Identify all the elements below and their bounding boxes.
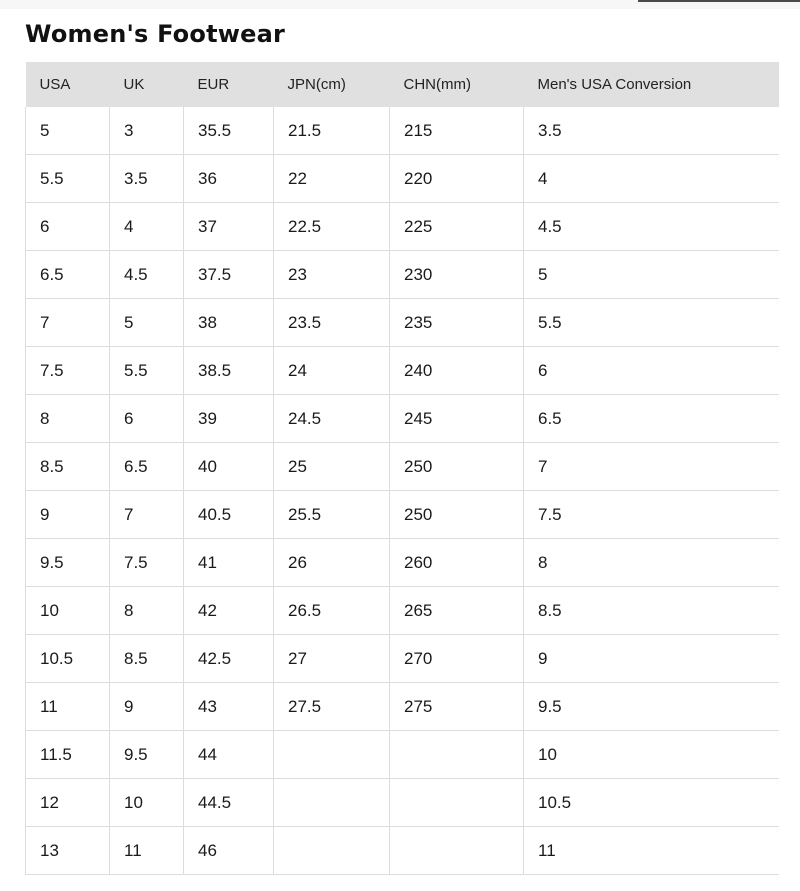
cell-uk: 4 (110, 203, 184, 251)
cell-jpn-cm: 24 (274, 347, 390, 395)
cell-chn-mm: 220 (390, 155, 524, 203)
cell-eur: 40.5 (184, 491, 274, 539)
cell-eur: 44.5 (184, 779, 274, 827)
cell-chn-mm: 260 (390, 539, 524, 587)
cell-uk: 9 (110, 683, 184, 731)
cell-uk: 5 (110, 299, 184, 347)
header-usa: USA (26, 62, 110, 107)
cell-eur: 44 (184, 731, 274, 779)
cell-uk: 6.5 (110, 443, 184, 491)
cell-chn-mm: 250 (390, 443, 524, 491)
cell-mens-usa: 4.5 (524, 203, 779, 251)
cell-jpn-cm: 26 (274, 539, 390, 587)
cell-jpn-cm: 22 (274, 155, 390, 203)
cell-mens-usa: 8.5 (524, 587, 779, 635)
table-row (26, 683, 779, 731)
table-row (26, 251, 779, 299)
cell-uk: 9.5 (110, 731, 184, 779)
cell-jpn-cm: 27 (274, 635, 390, 683)
cell-uk: 3 (110, 107, 184, 155)
cell-chn-mm: 225 (390, 203, 524, 251)
table-header-row (26, 62, 779, 107)
table-row (26, 443, 779, 491)
cell-usa: 11 (26, 683, 110, 731)
cell-uk: 7.5 (110, 539, 184, 587)
table-row (26, 731, 779, 779)
table-row (26, 587, 779, 635)
cell-jpn-cm: 21.5 (274, 107, 390, 155)
cell-mens-usa: 5.5 (524, 299, 779, 347)
cell-usa: 9.5 (26, 539, 110, 587)
cell-usa: 6 (26, 203, 110, 251)
table-row (26, 779, 779, 827)
cell-jpn-cm: 22.5 (274, 203, 390, 251)
table-row (26, 107, 779, 155)
cell-usa: 8 (26, 395, 110, 443)
cell-mens-usa: 9 (524, 635, 779, 683)
cell-eur: 38 (184, 299, 274, 347)
cell-mens-usa: 6.5 (524, 395, 779, 443)
cell-mens-usa: 7.5 (524, 491, 779, 539)
table-row (26, 155, 779, 203)
cell-usa: 6.5 (26, 251, 110, 299)
cell-eur: 43 (184, 683, 274, 731)
cell-uk: 5.5 (110, 347, 184, 395)
header-uk: UK (110, 62, 184, 107)
cell-mens-usa: 8 (524, 539, 779, 587)
cell-eur: 36 (184, 155, 274, 203)
cell-mens-usa: 3.5 (524, 107, 779, 155)
cell-uk: 4.5 (110, 251, 184, 299)
cell-jpn-cm (274, 827, 390, 875)
cell-mens-usa: 5 (524, 251, 779, 299)
header-eur: EUR (184, 62, 274, 107)
header-mens-usa-conversion: Men's USA Conversion (524, 62, 779, 107)
table-row (26, 635, 779, 683)
cell-usa: 7.5 (26, 347, 110, 395)
cell-uk: 8.5 (110, 635, 184, 683)
cell-jpn-cm (274, 731, 390, 779)
size-chart-table (25, 62, 779, 875)
cell-chn-mm: 240 (390, 347, 524, 395)
cell-uk: 8 (110, 587, 184, 635)
cell-eur: 38.5 (184, 347, 274, 395)
cell-chn-mm: 270 (390, 635, 524, 683)
cell-eur: 46 (184, 827, 274, 875)
cell-jpn-cm: 23.5 (274, 299, 390, 347)
cell-chn-mm: 245 (390, 395, 524, 443)
cell-mens-usa: 10.5 (524, 779, 779, 827)
cell-mens-usa: 4 (524, 155, 779, 203)
cell-eur: 41 (184, 539, 274, 587)
cell-jpn-cm: 24.5 (274, 395, 390, 443)
cell-chn-mm (390, 827, 524, 875)
cell-mens-usa: 11 (524, 827, 779, 875)
cell-jpn-cm: 25.5 (274, 491, 390, 539)
cell-usa: 5.5 (26, 155, 110, 203)
cell-usa: 10 (26, 587, 110, 635)
cell-chn-mm: 235 (390, 299, 524, 347)
header-jpn-cm: JPN(cm) (274, 62, 390, 107)
cell-jpn-cm: 26.5 (274, 587, 390, 635)
cell-chn-mm: 230 (390, 251, 524, 299)
table-row (26, 347, 779, 395)
page-title: Women's Footwear (25, 20, 286, 48)
cell-eur: 42.5 (184, 635, 274, 683)
table-row (26, 299, 779, 347)
cell-usa: 5 (26, 107, 110, 155)
cell-uk: 7 (110, 491, 184, 539)
cell-eur: 42 (184, 587, 274, 635)
cell-eur: 40 (184, 443, 274, 491)
cell-eur: 35.5 (184, 107, 274, 155)
cell-jpn-cm (274, 779, 390, 827)
cell-usa: 13 (26, 827, 110, 875)
cell-chn-mm: 275 (390, 683, 524, 731)
cell-mens-usa: 7 (524, 443, 779, 491)
cell-mens-usa: 6 (524, 347, 779, 395)
cell-uk: 6 (110, 395, 184, 443)
cell-jpn-cm: 25 (274, 443, 390, 491)
top-accent-line (638, 0, 800, 2)
cell-jpn-cm: 27.5 (274, 683, 390, 731)
cell-uk: 11 (110, 827, 184, 875)
cell-usa: 8.5 (26, 443, 110, 491)
cell-chn-mm: 250 (390, 491, 524, 539)
cell-mens-usa: 10 (524, 731, 779, 779)
table-row (26, 395, 779, 443)
cell-usa: 7 (26, 299, 110, 347)
cell-eur: 37.5 (184, 251, 274, 299)
cell-chn-mm (390, 731, 524, 779)
cell-jpn-cm: 23 (274, 251, 390, 299)
cell-chn-mm: 265 (390, 587, 524, 635)
cell-uk: 3.5 (110, 155, 184, 203)
cell-usa: 9 (26, 491, 110, 539)
table-row (26, 827, 779, 875)
table-row (26, 203, 779, 251)
cell-usa: 10.5 (26, 635, 110, 683)
table-body (26, 107, 779, 875)
cell-mens-usa: 9.5 (524, 683, 779, 731)
cell-chn-mm (390, 779, 524, 827)
table-row (26, 539, 779, 587)
cell-eur: 37 (184, 203, 274, 251)
header-chn-mm: CHN(mm) (390, 62, 524, 107)
cell-usa: 12 (26, 779, 110, 827)
table-row (26, 491, 779, 539)
cell-usa: 11.5 (26, 731, 110, 779)
cell-uk: 10 (110, 779, 184, 827)
cell-eur: 39 (184, 395, 274, 443)
cell-chn-mm: 215 (390, 107, 524, 155)
